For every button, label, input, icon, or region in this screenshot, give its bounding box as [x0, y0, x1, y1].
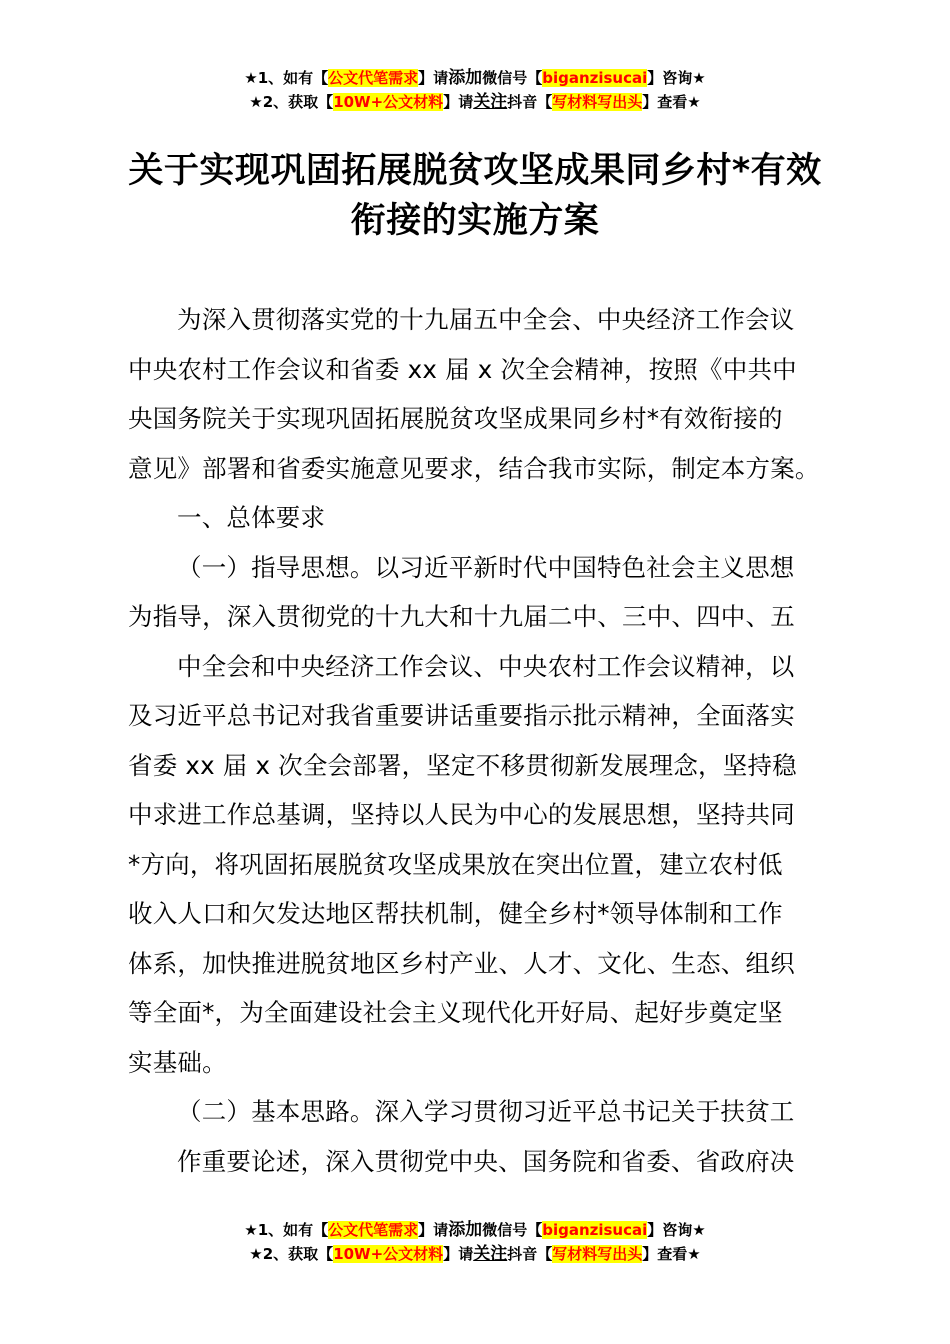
banner-text: 】查看★: [642, 1245, 701, 1263]
body-line: 央国务院关于实现巩固拓展脱贫攻坚成果同乡村*有效衔接的: [128, 404, 783, 433]
title-line: 衔接的实施方案: [350, 201, 600, 241]
banner-text: 】请: [443, 93, 474, 111]
body-line: 意见》部署和省委实施意见要求，结合我市实际，制定本方案。: [128, 453, 820, 483]
body-line: 收入人口和欠发达地区帮扶机制，健全乡村*领导体制和工作: [128, 899, 783, 928]
banner-highlight: 10W+公文材料: [333, 1245, 444, 1263]
banner-text: 抖音【: [507, 1245, 553, 1263]
body-line: 及习近平总书记对我省重要讲话重要指示批示精神，全面落实: [128, 701, 795, 730]
banner-text: 】查看★: [642, 93, 701, 111]
banner-emphasis: 关注: [473, 1244, 508, 1264]
footer-banner: [0, 1218, 950, 1266]
section-heading: 一、总体要求: [177, 503, 326, 532]
banner-text: ★2、获取【: [249, 93, 334, 111]
banner-text: 微信号【: [482, 69, 543, 87]
document-title: [110, 146, 840, 246]
body-line: 为深入贯彻落实党的十九届五中全会、中央经济工作会议: [177, 305, 795, 334]
banner-line-1: [0, 1218, 950, 1242]
banner-text: 】咨询★: [647, 1221, 706, 1239]
body-line: 为指导，深入贯彻党的十九大和十九届二中、三中、四中、五: [128, 602, 795, 631]
title-line: 关于实现巩固拓展脱贫攻坚成果同乡村*有效: [128, 151, 822, 191]
body-line: 省委 xx 届 x 次全会部署，坚定不移贯彻新发展理念，坚持稳: [128, 750, 797, 780]
body-line: 等全面*，为全面建设社会主义现代化开好局、起好步奠定坚: [128, 998, 783, 1027]
banner-highlight: 写材料写出头: [552, 1245, 643, 1263]
banner-line-2: [0, 90, 950, 114]
banner-highlight: 公文代笔需求: [328, 1221, 419, 1239]
banner-line-2: [0, 1242, 950, 1266]
banner-highlight: biganzisucai: [542, 69, 648, 87]
banner-text: 抖音【: [507, 93, 553, 111]
banner-text: 】请: [418, 69, 449, 87]
banner-emphasis: 添加: [448, 68, 483, 88]
banner-text: ★2、获取【: [249, 1245, 334, 1263]
body-line: *方向，将巩固拓展脱贫攻坚成果放在突出位置，建立农村低: [128, 849, 783, 879]
banner-highlight: 写材料写出头: [552, 93, 643, 111]
body-line: 体系，加快推进脱贫地区乡村产业、人才、文化、生态、组织: [128, 948, 795, 978]
body-line: （一）指导思想。以习近平新时代中国特色社会主义思想: [177, 552, 795, 582]
document-body: [128, 295, 828, 1186]
banner-text: ★1、如有【: [244, 69, 329, 87]
body-line: 实基础。: [128, 1047, 227, 1077]
banner-text: 】请: [418, 1221, 449, 1239]
banner-text: 微信号【: [482, 1221, 543, 1239]
banner-text: ★1、如有【: [244, 1221, 329, 1239]
banner-emphasis: 添加: [448, 1220, 483, 1240]
banner-highlight: 10W+公文材料: [333, 93, 444, 111]
body-line: 中全会和中央经济工作会议、中央农村工作会议精神，以: [177, 651, 795, 681]
header-banner: [0, 66, 950, 114]
banner-emphasis: 关注: [473, 92, 508, 112]
body-line: 中求进工作总基调，坚持以人民为中心的发展思想，坚持共同: [128, 800, 795, 829]
banner-text: 】请: [443, 1245, 474, 1263]
body-line: （二）基本思路。深入学习贯彻习近平总书记关于扶贫工: [177, 1097, 795, 1126]
banner-text: 】咨询★: [647, 69, 706, 87]
body-line: 中央农村工作会议和省委 xx 届 x 次全会精神，按照《中共中: [128, 354, 797, 384]
banner-line-1: [0, 66, 950, 90]
banner-highlight: biganzisucai: [542, 1221, 648, 1239]
body-line: 作重要论述，深入贯彻党中央、国务院和省委、省政府决: [177, 1146, 795, 1176]
banner-highlight: 公文代笔需求: [328, 69, 419, 87]
